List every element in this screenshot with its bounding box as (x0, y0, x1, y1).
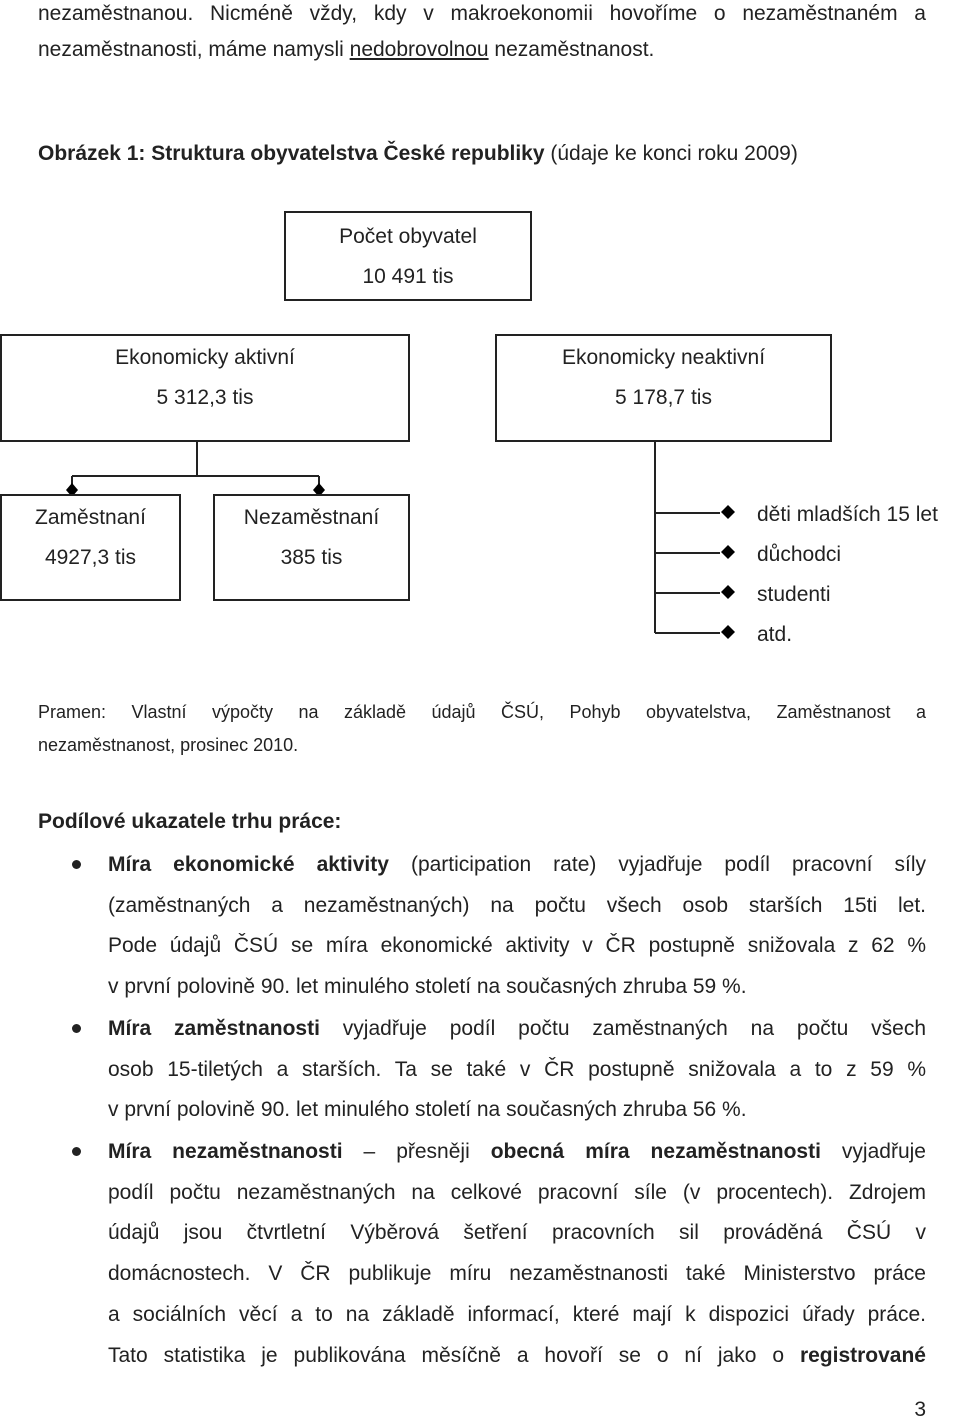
unemployed-box (213, 494, 410, 601)
page-number: 3 (914, 1398, 926, 1421)
bullet3-line-4: domácnostech. V ČR publikuje míru nezaměstnanosti také Ministerstvo práce (108, 1262, 926, 1285)
bullet1-line-3: Pode údajů ČSÚ se míra ekonomické aktivity v ČR postupně snižovala z 62 % (108, 934, 926, 957)
section-heading: Podílové ukazatele trhu práce: (38, 810, 342, 833)
bullet3-line-5: a sociálních věcí a to na základě informací, které mají k dispozici úřady práce. (108, 1303, 926, 1326)
bullet2-line-3: v první polovině 90. let minulého století na současných zhruba 56 %. (108, 1098, 747, 1121)
figure-caption: Obrázek 1: Struktura obyvatelstva České republiky (údaje ke konci roku 2009) (38, 142, 798, 165)
employed-label: Zaměstnaní (35, 506, 146, 529)
diamond-arrow-icon (721, 545, 735, 559)
bullet1-line-4: v první polovině 90. let minulého století na současných zhruba 59 %. (108, 975, 747, 998)
bullet2-line-2: osob 15-tiletých a starších. Ta se také v ČR postupně snižovala a to z 59 % (108, 1058, 926, 1081)
employed-value: 4927,3 tis (44, 546, 137, 569)
active-value: 5 312,3 tis (156, 386, 254, 409)
diamond-arrow-icon (721, 625, 735, 639)
inactive-value: 5 178,7 tis (615, 386, 712, 409)
inactive-item: studenti (757, 583, 831, 606)
population-value: 10 491 tis (362, 265, 454, 288)
employed-box (0, 494, 181, 601)
active-label: Ekonomicky aktivní (115, 346, 295, 369)
bullet-icon (72, 1024, 81, 1033)
diamond-arrow-icon (721, 585, 735, 599)
source-line-1: Pramen: Vlastní výpočty na základě údajů ČSÚ, Pohyb obyvatelstva, Zaměstnanost a (38, 702, 926, 722)
bullet1-line-2: (zaměstnaných a nezaměstnaných) na počtu všech osob starších 15ti let. (108, 894, 926, 917)
unemployed-value: 385 tis (280, 546, 343, 569)
bullet3-line-6: Tato statistika je publikována měsíčně a hovoří se o ní jako o registrované (108, 1344, 926, 1367)
source-line-2: nezaměstnanost, prosinec 2010. (38, 735, 299, 755)
intro-line-1: nezaměstnanou. Nicméně vždy, kdy v makroekonomii hovoříme o nezaměstnaném a (38, 2, 926, 25)
bullet3-line-3: údajů jsou čtvrtletní Výběrová šetření pracovních sil prováděná ČSÚ v (108, 1221, 926, 1244)
bullet1-line-1: Míra ekonomické aktivity (participation rate) vyjadřuje podíl pracovní síly (108, 853, 926, 876)
active-box (0, 334, 410, 442)
bullet3-line-1: Míra nezaměstnanosti – přesněji obecná míra nezaměstnanosti vyjadřuje (108, 1140, 926, 1163)
population-box (284, 211, 532, 301)
unemployed-label: Nezaměstnaní (243, 506, 380, 529)
intro-line-2: nezaměstnanosti, máme namysli nedobrovolnou nezaměstnanost. (38, 38, 655, 61)
bullet2-line-1: Míra zaměstnanosti vyjadřuje podíl počtu zaměstnaných na počtu všech (108, 1017, 926, 1040)
bullet-icon (72, 860, 81, 869)
bullet3-line-2: podíl počtu nezaměstnaných na celkové pracovní síle (v procentech). Zdrojem (108, 1181, 926, 1204)
inactive-item: důchodci (757, 543, 842, 566)
inactive-item: děti mladších 15 let (757, 503, 938, 526)
inactive-item: atd. (757, 623, 793, 646)
underlined-word: nedobrovolnou (349, 38, 489, 61)
bullet-icon (72, 1147, 81, 1156)
inactive-box (495, 334, 832, 442)
inactive-label: Ekonomicky neaktivní (561, 346, 766, 369)
population-label: Počet obyvatel (339, 225, 477, 248)
diamond-arrow-icon (721, 505, 735, 519)
